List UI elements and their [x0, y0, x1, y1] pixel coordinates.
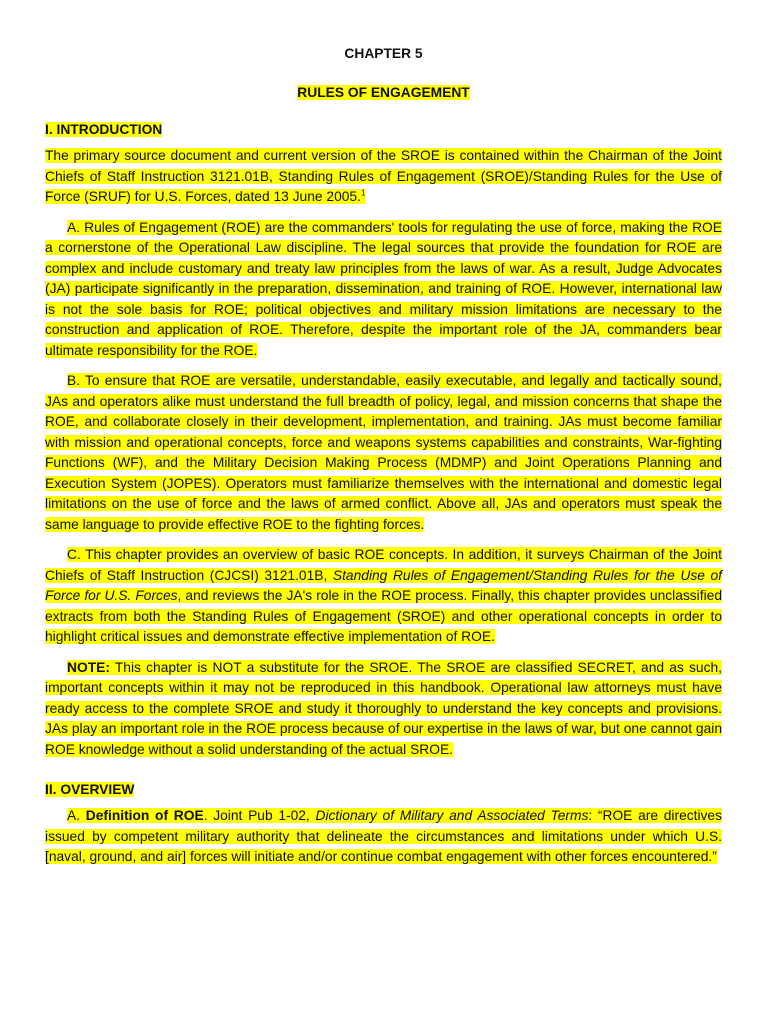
paragraph-a-rules-of-engagement: [45, 218, 722, 362]
section-heading-overview-text: II. OVERVIEW: [45, 782, 135, 797]
definition-of-roe-paragraph: [45, 806, 722, 868]
definition-italic-source: Dictionary of Military and Associated Terms: [315, 808, 589, 823]
note-paragraph: [45, 658, 722, 761]
paragraph-c-italic-title: Standing Rules of Engagement/Standing Rules for the Use of Force for U.S. Forces: [45, 567, 722, 603]
paragraph-b-roe-understanding: [45, 371, 722, 535]
section-heading-overview: [45, 780, 722, 800]
chapter-title-text: RULES OF ENGAGEMENT: [297, 85, 470, 100]
paragraph-c-chapter-overview: [45, 545, 722, 648]
chapter-title: [45, 83, 722, 103]
intro-paragraph: [45, 146, 722, 208]
paragraph-a-text: A. Rules of Engagement (ROE) are the commanders' tools for regulating the use of force, making the ROE a cornerstone of the Operational Law discipline. The legal sources that provide the foundation for ROE are complex and include customary and treaty law principles from the laws of war. As a result, Judge Advocates (JA) participate significantly in the preparation, dissemination, and training of ROE. However, international law is not the sole basis for ROE; political objectives and military mission limitations are necessary to the construction and application of ROE. Therefore, despite the important role of the JA, commanders bear ultimate responsibility for the ROE.: [45, 219, 722, 358]
chapter-label: CHAPTER 5: [344, 46, 423, 61]
intro-paragraph-text: The primary source document and current version of the SROE is contained within the Chairman of the Joint Chiefs of Staff Instruction 3121.01B, Standing Rules of Engagement (SROE)/Standing Rules for the Use of Force (SRUF) for U.S. Forces, dated 13 June 2005.: [45, 148, 722, 204]
definition-prefix: A.: [67, 808, 86, 823]
definition-quote-text: : “ROE are directives issued by competent military authority that delineate the circumstances and limitations under which U.S. [naval, ground, and air] forces will initiate and/or continue combat engagement with other forces encountered.”: [45, 808, 723, 864]
paragraph-b-text: B. To ensure that ROE are versatile, understandable, easily executable, and legally and tactically sound, JAs and operators alike must understand the full breadth of policy, legal, and mission concerns that shape the ROE, and collaborate closely in their development, implementation, and training. JAs must become familiar with mission and operational concepts, force and weapons systems capabilities and constraints, War-fighting Functions (WF), and the Military Decision Making Process (MDMP) and Joint Operations Planning and Execution System (JOPES). Operators must familiarize themselves with the international and domestic legal limitations on the use of force and the laws of armed conflict. Above all, JAs and operators must speak the same language to provide effective ROE to the fighting forces.: [45, 373, 722, 532]
definition-bold-term: Definition of ROE: [85, 808, 204, 823]
note-label: NOTE:: [67, 659, 110, 675]
section-heading-introduction: [45, 120, 722, 140]
paragraph-c-text-part1: C. This chapter provides an overview of basic ROE concepts. In addition, it surveys Chairman of the Joint Chiefs of Staff Instruction (CJCSI) 3121.01B,: [45, 547, 722, 583]
paragraph-c-text-part2: , and reviews the JA's role in the ROE process. Finally, this chapter provides unclassified extracts from both the Standing Rules of Engagement (SROE) and other operational concepts in order to highlight critical issues and demonstrate effective implementation of ROE.: [45, 588, 722, 644]
footnote-marker: 1: [360, 188, 366, 198]
definition-mid-text: . Joint Pub 1-02,: [203, 808, 316, 823]
section-heading-introduction-text: I. INTRODUCTION: [45, 122, 163, 137]
note-text: This chapter is NOT a substitute for the SROE. The SROE are classified SECRET, and as such, important concepts within it may not be reproduced in this handbook. Operational law attorneys must have ready access to the complete SROE and study it thoroughly to understand the key concepts and provisions. JAs play an important role in the ROE process because of our expertise in the laws of war, but one cannot gain ROE knowledge without a solid understanding of the actual SROE.: [45, 659, 722, 757]
